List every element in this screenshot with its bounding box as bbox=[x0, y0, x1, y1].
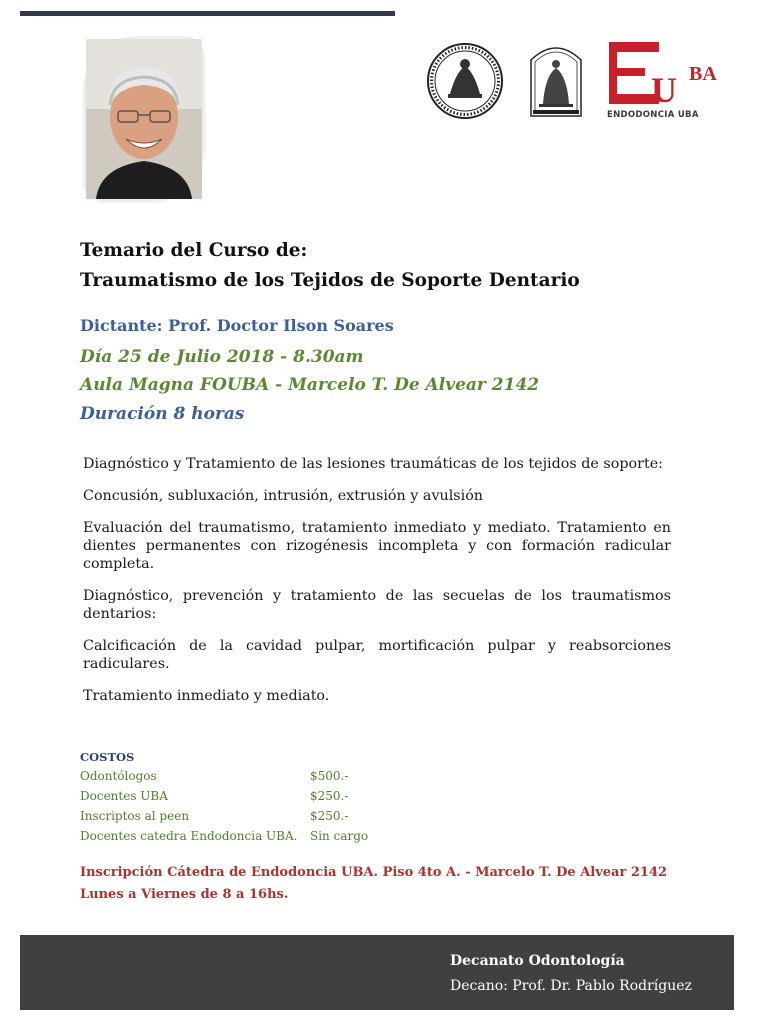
topic-item: Diagnóstico, prevención y tratamiento de las secuelas de los traumatismos dentarios: bbox=[83, 588, 671, 622]
course-title bbox=[80, 236, 580, 296]
costs-heading: COSTOS bbox=[80, 750, 135, 764]
endodoncia-uba-caption: ENDODONCIA UBA bbox=[607, 110, 699, 120]
footer-dean: Decano: Prof. Dr. Pablo Rodríguez bbox=[450, 978, 692, 994]
registration-line1: Inscripción Cátedra de Endodoncia UBA. Piso 4to A. - Marcelo T. De Alvear 2142 bbox=[80, 865, 668, 880]
teacher-line: Dictante: Prof. Doctor Ilson Soares bbox=[80, 316, 394, 335]
topic-item: Evaluación del traumatismo, tratamiento inmediato y mediato. Tratamiento en dientes permanentes con rizogénesis incompleta y con formación radicular completa. bbox=[83, 520, 671, 572]
facultad-odontologia-logo bbox=[527, 42, 585, 118]
topics-list bbox=[83, 455, 671, 719]
cost-value: $500.- bbox=[310, 769, 349, 783]
footer-band bbox=[20, 935, 734, 1010]
cost-value: $250.- bbox=[310, 789, 349, 803]
course-title-line2: Traumatismo de los Tejidos de Soporte Dentario bbox=[80, 270, 580, 291]
cost-value: $250.- bbox=[310, 809, 349, 823]
venue-line: Aula Magna FOUBA - Marcelo T. De Alvear 2142 bbox=[80, 375, 540, 395]
topic-item: Calcificación de la cavidad pulpar, mortificación pulpar y reabsorciones radiculares. bbox=[83, 638, 671, 672]
topic-item: Concusión, subluxación, intrusión, extrusión y avulsión bbox=[83, 488, 484, 504]
euba-letter-u: U bbox=[651, 70, 677, 110]
footer-deanery: Decanato Odontología bbox=[450, 953, 625, 969]
cost-label: Docentes catedra Endodoncia UBA. bbox=[80, 829, 298, 843]
cost-label: Inscriptos al peen bbox=[80, 809, 190, 823]
topic-item: Diagnóstico y Tratamiento de las lesiones traumáticas de los tejidos de soporte: bbox=[83, 456, 663, 472]
topic-item: Tratamiento inmediato y mediato. bbox=[83, 688, 330, 704]
cost-label: Docentes UBA bbox=[80, 789, 168, 803]
registration-line2: Lunes a Viernes de 8 a 16hs. bbox=[80, 887, 289, 902]
registration-info bbox=[80, 862, 667, 906]
duration-line: Duración 8 horas bbox=[80, 404, 245, 424]
cost-label: Odontólogos bbox=[80, 769, 157, 783]
date-line: Día 25 de Julio 2018 - 8.30am bbox=[80, 347, 364, 367]
euba-letters-ba: BA bbox=[689, 63, 717, 85]
top-divider bbox=[20, 11, 395, 16]
cost-value: Sin cargo bbox=[310, 829, 369, 843]
course-title-line1: Temario del Curso de: bbox=[80, 240, 308, 261]
speaker-photo bbox=[86, 39, 202, 199]
uba-seal-logo bbox=[426, 42, 504, 120]
